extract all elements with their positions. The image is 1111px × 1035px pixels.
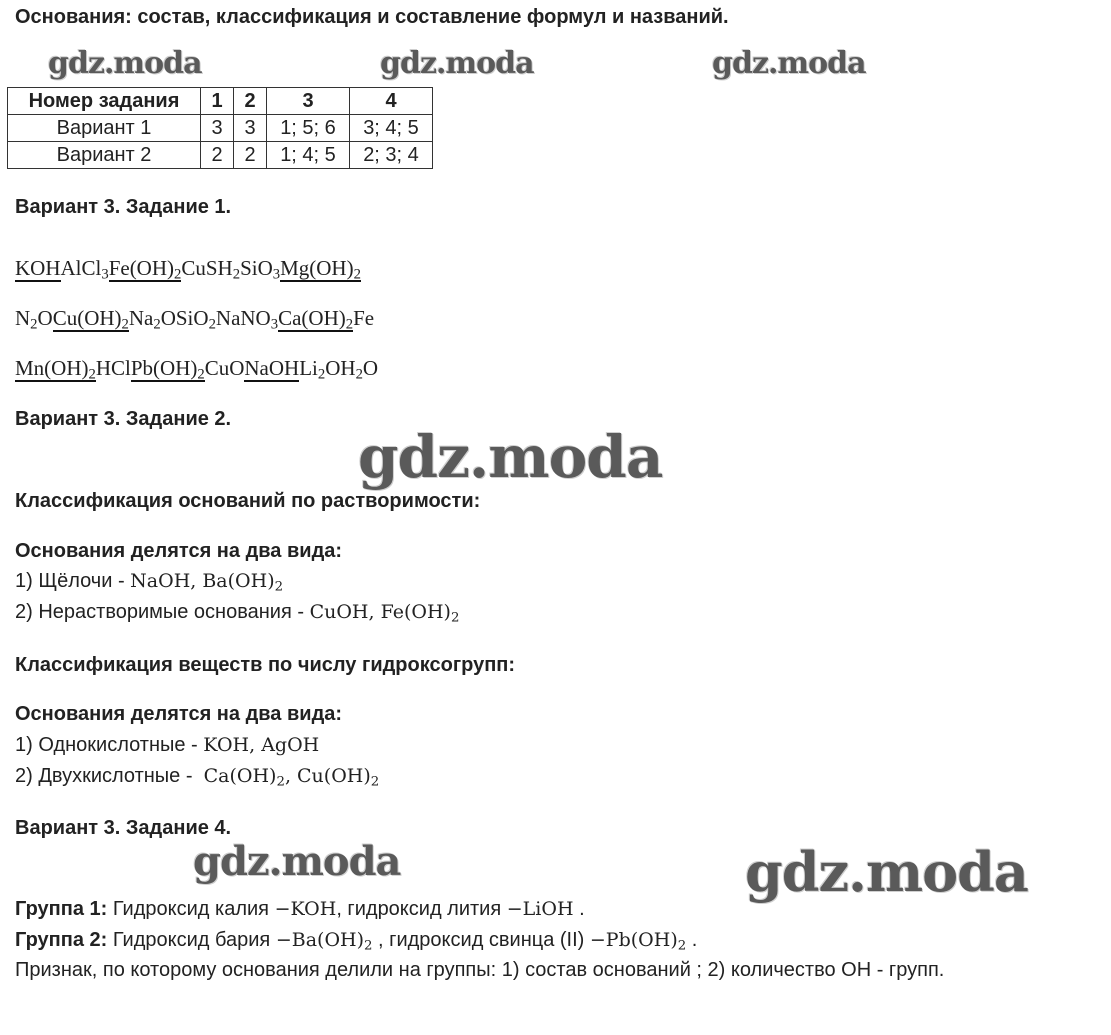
formula: $Li_2O$: [299, 356, 341, 383]
alkali-formulas: NaOH, $Ba(OH)_2$: [130, 570, 284, 595]
group1-line: Группа 1: Гидроксид калия −KOH, гидроксид лития −LiOH .: [15, 898, 585, 920]
insoluble-formulas: CuOH, $Fe(OH)_2$: [309, 601, 460, 626]
formula: $H_2SiO_3$: [217, 256, 281, 283]
formula-line-2: [15, 306, 374, 331]
table-header-cell: 1: [201, 88, 234, 115]
mono-formulas: KOH, AgOH: [203, 734, 320, 756]
table-cell: 3: [201, 115, 234, 142]
table-cell: 3; 4; 5: [350, 115, 433, 142]
formula-underlined: $Mg(OH)_2$: [280, 256, 361, 283]
answers-table: [7, 87, 433, 169]
formula-line-3: [15, 356, 378, 381]
formula: $N_2O$: [15, 306, 53, 333]
page-title: Основания: состав, классификация и составление формул и названий.: [15, 6, 729, 28]
formula: SiO$_2$: [175, 306, 216, 333]
mono-line: 1) Однокислотные - KOH, AgOH: [15, 734, 320, 756]
task1-heading: Вариант 3. Задание 1.: [15, 196, 232, 218]
formula-line-1: [15, 256, 361, 281]
formula-underlined: $Ca(OH)_2$: [278, 306, 354, 333]
table-cell: Вариант 1: [8, 115, 201, 142]
watermark-6: gdz.moda: [745, 840, 1028, 904]
table-header-cell: 2: [234, 88, 267, 115]
formula-underlined: $Pb(OH)_2$: [130, 356, 205, 383]
formula-underlined: KOH: [15, 256, 61, 280]
formula: HCl: [95, 356, 131, 380]
formula-underlined: $Mn(OH)_2$: [15, 356, 96, 383]
table-header-cell: 4: [350, 88, 433, 115]
grouping-sign: Признак, по которому основания делили на группы: 1) состав оснований ; 2) количество OH - групп.: [15, 959, 945, 981]
alkali-line: 1) Щёлочи - NaOH, $Ba(OH)_2$: [15, 570, 284, 595]
task2-heading: Вариант 3. Задание 2.: [15, 408, 232, 430]
task4-heading: Вариант 3. Задание 4.: [15, 817, 232, 839]
formula: $H_2O$: [340, 356, 379, 383]
table-cell: 1; 5; 6: [267, 115, 350, 142]
table-header-cell: Номер задания: [8, 88, 201, 115]
table-cell: 1; 4; 5: [267, 142, 350, 169]
formula: CuO: [204, 356, 245, 380]
table-cell: 2: [234, 142, 267, 169]
watermark-3: gdz.moda: [712, 46, 866, 81]
formula: CuS: [181, 256, 218, 280]
hydroxo-types: Основания делятся на два вида:: [15, 703, 343, 725]
group2-line: Группа 2: Гидроксид бария $-Ba(OH)_2$ , гидроксид свинца $(II) -Pb(OH)_2$ .: [15, 929, 698, 954]
formula: NaNO$_3$: [215, 306, 279, 333]
hydroxo-heading: Классификация веществ по числу гидроксогрупп:: [15, 654, 516, 676]
insoluble-line: 2) Нерастворимые основания - CuOH, $Fe(OH)_2$: [15, 601, 460, 626]
table-cell: 2: [201, 142, 234, 169]
table-cell: Вариант 2: [8, 142, 201, 169]
formula-underlined: NaOH: [244, 356, 300, 380]
watermark-4: gdz.moda: [358, 423, 663, 491]
table-row: [8, 142, 433, 169]
solubility-heading: Классификация оснований по растворимости:: [15, 490, 481, 512]
table-row: [8, 115, 433, 142]
di-line: 2) Двухкислотные - $Ca(OH)_2$, $Cu(OH)_2$: [15, 765, 380, 790]
formula: $Na_2O$: [128, 306, 176, 333]
formula: AlCl$_3$: [60, 256, 109, 283]
table-cell: 2; 3; 4: [350, 142, 433, 169]
di-formulas: $Ca(OH)_2$, $Cu(OH)_2$: [203, 765, 380, 790]
table-header-row: [8, 88, 433, 115]
table-cell: 3: [234, 115, 267, 142]
formula-underlined: $Cu(OH)_2$: [52, 306, 129, 333]
table-header-cell: 3: [267, 88, 350, 115]
watermark-5: gdz.moda: [193, 838, 401, 885]
formula: Fe: [353, 306, 375, 330]
watermark-2: gdz.moda: [380, 46, 534, 81]
solubility-types: Основания делятся на два вида:: [15, 540, 343, 562]
formula-underlined: $Fe(OH)_2$: [108, 256, 182, 283]
watermark-1: gdz.moda: [48, 46, 202, 81]
